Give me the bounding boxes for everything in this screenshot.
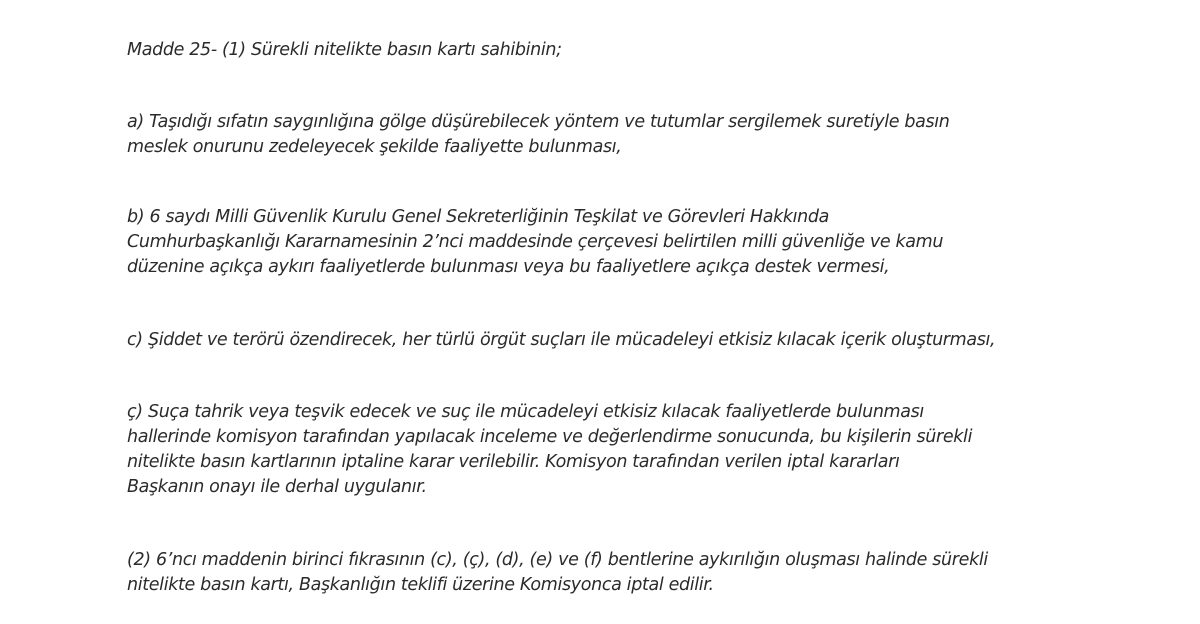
clause-c-cedilla (127, 400, 1167, 500)
clause-b (127, 205, 1167, 280)
text-line: meslek onurunu zedeleyecek şekilde faaliyette bulunması, (127, 137, 622, 157)
text-line: a) Taşıdığı sıfatın saygınlığına gölge düşürebilecek yöntem ve tutumlar sergilemek suretiyle basın (127, 112, 950, 132)
text-line: b) 6 saydı Milli Güvenlik Kurulu Genel Sekreterliğinin Teşkilat ve Görevleri Hakkında (127, 207, 830, 227)
text-line: c) Şiddet ve terörü özendirecek, her türlü örgüt suçları ile mücadeleyi etkisiz kılacak içerik oluşturması, (127, 330, 996, 350)
legal-document (127, 38, 1167, 598)
text-line: Başkanın onayı ile derhal uygulanır. (127, 477, 427, 497)
paragraph-2 (127, 548, 1167, 598)
text-line: Madde 25- (1) Sürekli nitelikte basın kartı sahibinin; (127, 40, 562, 60)
clause-c (127, 328, 1167, 353)
text-line: hallerinde komisyon tarafından yapılacak inceleme ve değerlendirme sonucunda, bu kişilerin sürekli (127, 427, 973, 447)
text-line: nitelikte basın kartı, Başkanlığın teklifi üzerine Komisyonca iptal edilir. (127, 575, 714, 595)
text-line: (2) 6’ncı maddenin birinci fıkrasının (c), (ç), (d), (e) ve (f) bentlerine aykırılığın oluşması halinde sürekli (127, 550, 988, 570)
text-line: nitelikte basın kartlarının iptaline karar verilebilir. Komisyon tarafından verilen iptal kararları (127, 452, 900, 472)
text-line: Cumhurbaşkanlığı Kararnamesinin 2’nci maddesinde çerçevesi belirtilen milli güvenliğe ve kamu (127, 232, 944, 252)
text-line: düzenine açıkça aykırı faaliyetlerde bulunması veya bu faaliyetlere açıkça destek vermesi, (127, 257, 890, 277)
clause-a (127, 110, 1167, 160)
text-line: ç) Suça tahrik veya teşvik edecek ve suç ile mücadeleyi etkisiz kılacak faaliyetlerde bulunması (127, 402, 924, 422)
article-heading (127, 38, 1167, 63)
